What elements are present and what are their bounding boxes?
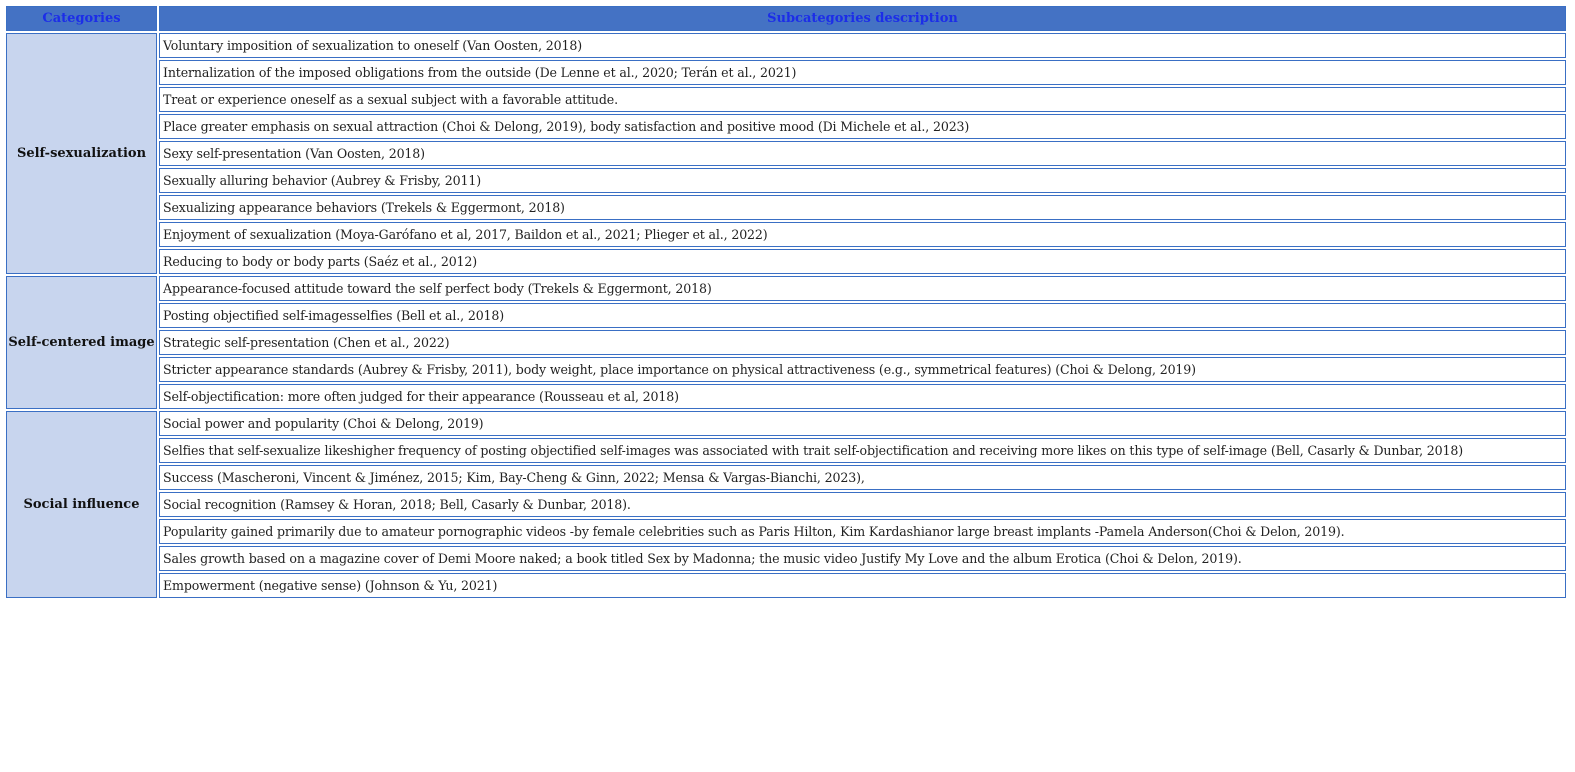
subcategory-description-cell: Sales growth based on a magazine cover of Demi Moore naked; a book titled Sex by Madonna; the music video Justify My Love and the album Erotica (Choi & Delon, 2019). <box>159 546 1566 571</box>
table-row <box>6 141 1566 166</box>
subcategory-description-cell: Stricter appearance standards (Aubrey & Frisby, 2011), body weight, place importance on physical attractiveness (e.g., symmetrical features) (Choi & Delong, 2019) <box>159 357 1566 382</box>
table-row <box>6 573 1566 598</box>
category-cell: Self-sexualization <box>6 33 157 274</box>
table-row <box>6 87 1566 112</box>
table-row <box>6 438 1566 463</box>
category-cell: Self-centered image <box>6 276 157 409</box>
subcategory-description-cell: Social power and popularity (Choi & Delong, 2019) <box>159 411 1566 436</box>
header-row <box>6 6 1566 31</box>
subcategory-description-cell: Voluntary imposition of sexualization to oneself (Van Oosten, 2018) <box>159 33 1566 58</box>
subcategory-description-cell: Success (Mascheroni, Vincent & Jiménez, 2015; Kim, Bay-Cheng & Ginn, 2022; Mensa & Vargas-Bianchi, 2023), <box>159 465 1566 490</box>
subcategory-description-cell: Sexy self-presentation (Van Oosten, 2018) <box>159 141 1566 166</box>
subcategory-description-cell: Strategic self-presentation (Chen et al., 2022) <box>159 330 1566 355</box>
table-row <box>6 222 1566 247</box>
table-row <box>6 195 1566 220</box>
table-row <box>6 492 1566 517</box>
subcategory-description-cell: Sexually alluring behavior (Aubrey & Frisby, 2011) <box>159 168 1566 193</box>
subcategory-description-cell: Enjoyment of sexualization (Moya-Garófano et al, 2017, Baildon et al., 2021; Plieger et al., 2022) <box>159 222 1566 247</box>
table-body <box>6 33 1566 598</box>
header-categories: Categories <box>6 6 157 31</box>
table-row <box>6 465 1566 490</box>
table-row <box>6 276 1566 301</box>
header-subcategories-description: Subcategories description <box>159 6 1566 31</box>
subcategory-description-cell: Place greater emphasis on sexual attraction (Choi & Delong, 2019), body satisfaction and positive mood (Di Michele et al., 2023) <box>159 114 1566 139</box>
subcategory-description-cell: Sexualizing appearance behaviors (Trekels & Eggermont, 2018) <box>159 195 1566 220</box>
subcategory-description-cell: Internalization of the imposed obligations from the outside (De Lenne et al., 2020; Terán et al., 2021) <box>159 60 1566 85</box>
table-row <box>6 519 1566 544</box>
table-row <box>6 546 1566 571</box>
subcategory-description-cell: Reducing to body or body parts (Saéz et al., 2012) <box>159 249 1566 274</box>
table-row <box>6 330 1566 355</box>
subcategory-description-cell: Selfies that self-sexualize likeshigher frequency of posting objectified self-images was associated with trait self-objectification and receiving more likes on this type of self-image (Bell, Casarly & Dunbar, 2018) <box>159 438 1566 463</box>
table-row <box>6 384 1566 409</box>
subcategory-description-cell: Appearance-focused attitude toward the self perfect body (Trekels & Eggermont, 2018) <box>159 276 1566 301</box>
table-row <box>6 33 1566 58</box>
categories-table <box>4 4 1568 600</box>
subcategory-description-cell: Empowerment (negative sense) (Johnson & Yu, 2021) <box>159 573 1566 598</box>
category-cell: Social influence <box>6 411 157 598</box>
table-row <box>6 411 1566 436</box>
table-row <box>6 249 1566 274</box>
table-row <box>6 303 1566 328</box>
subcategory-description-cell: Posting objectified self-imagesselfies (Bell et al., 2018) <box>159 303 1566 328</box>
table-row <box>6 60 1566 85</box>
subcategory-description-cell: Self-objectification: more often judged for their appearance (Rousseau et al, 2018) <box>159 384 1566 409</box>
subcategory-description-cell: Social recognition (Ramsey & Horan, 2018; Bell, Casarly & Dunbar, 2018). <box>159 492 1566 517</box>
table-row <box>6 114 1566 139</box>
subcategory-description-cell: Popularity gained primarily due to amateur pornographic videos -by female celebrities such as Paris Hilton, Kim Kardashianor large breast implants -Pamela Anderson(Choi & Delon, 2019). <box>159 519 1566 544</box>
subcategory-description-cell: Treat or experience oneself as a sexual subject with a favorable attitude. <box>159 87 1566 112</box>
table-row <box>6 357 1566 382</box>
table-row <box>6 168 1566 193</box>
